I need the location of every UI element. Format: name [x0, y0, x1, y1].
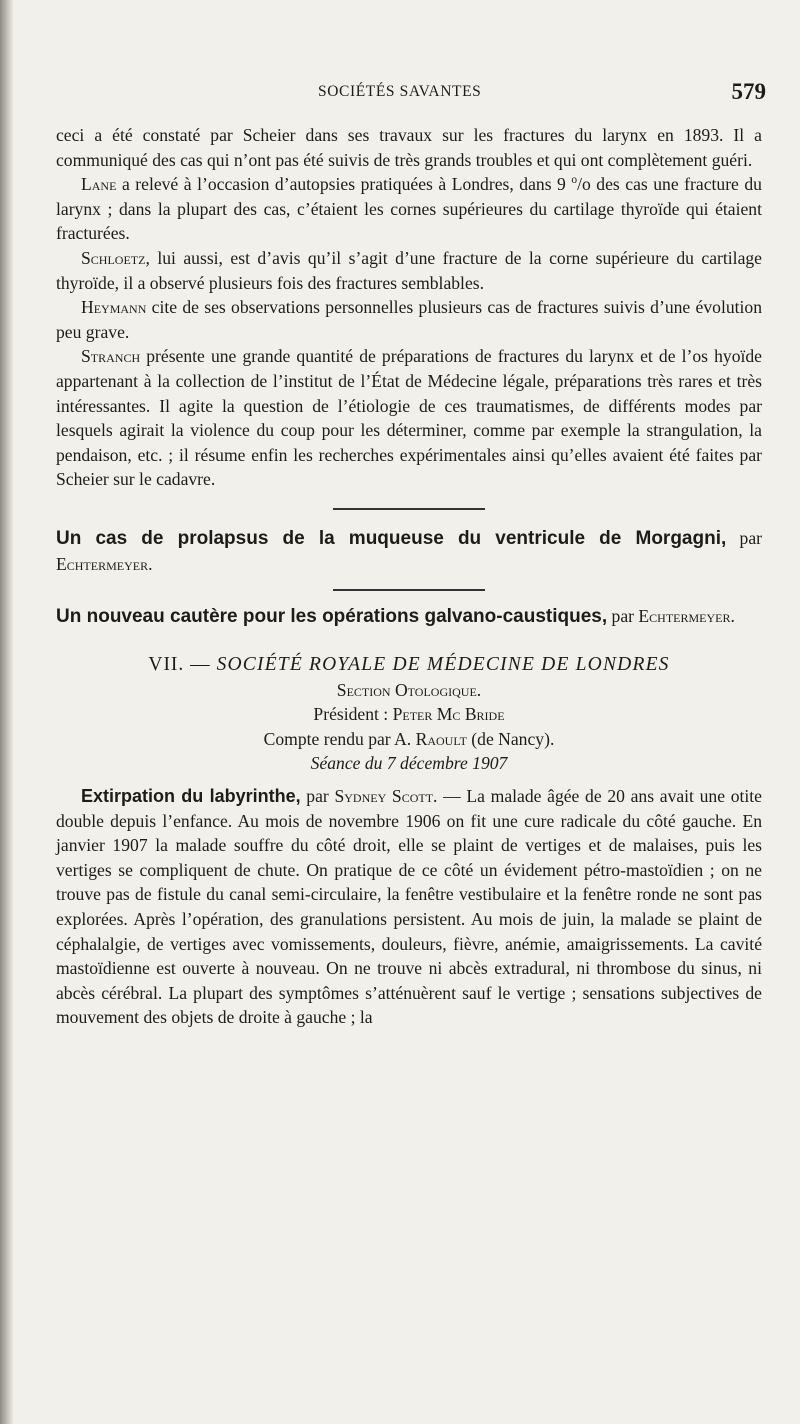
- communication-author: Echtermeyer.: [56, 553, 153, 574]
- communication-cautere: [56, 604, 762, 630]
- report-label: Compte rendu par A.: [263, 728, 416, 749]
- section-heading: [56, 652, 762, 678]
- paragraph-text: /o des cas une fracture du larynx ; dans la plupart des cas, c’étaient les cornes supérieures du cartilage thyroïde qui étaient fracturées.: [56, 174, 762, 244]
- author-name: Stranch: [81, 346, 141, 367]
- session-date: Séance du 7 décembre 1907: [310, 753, 508, 774]
- author-name: Lane: [81, 174, 117, 195]
- article-by: par: [300, 786, 335, 807]
- communication-prolapsus: [56, 526, 762, 576]
- article-title: Extirpation du labyrinthe,: [81, 786, 301, 807]
- paragraph-lane: [56, 172, 762, 246]
- communication-title: Un cas de prolapsus de la muqueuse du ventricule de Morgagni,: [56, 527, 727, 549]
- paragraph-text: ceci a été constaté par Scheier dans ses travaux sur les fractures du larynx en 1893. Il a communiqué des cas qui n’ont pas été suivis de très grands troubles et qui ont complètement guéri.: [56, 125, 762, 170]
- reporter-name: Raoult: [415, 728, 467, 749]
- article-author: Sydney Scott.: [334, 786, 438, 807]
- percent-sup: o: [571, 174, 578, 187]
- paragraph-heymann: [56, 295, 762, 344]
- page-header: [56, 79, 766, 119]
- running-head: SOCIÉTÉS SAVANTES: [318, 83, 482, 100]
- page-scan-edge: [0, 0, 14, 1424]
- paragraph-text: cite de ses observations personnelles plusieurs cas de fractures suivis d’une évolution peu grave.: [56, 297, 762, 342]
- author-name: Schloetz: [81, 247, 146, 268]
- paragraph-text: , lui aussi, est d’avis qu’il s’agit d’une fracture de la corne supérieure du cartilage thyroïde, il a observé plusieurs fois des fractures semblables.: [56, 247, 762, 293]
- president-name: Peter Mc Bride: [392, 704, 505, 725]
- paragraph-text: présente une grande quantité de préparations de fractures du larynx et de l’os hyoïde appartenant à la collection de l’institut de l’État de Médecine légale, préparations très rares et très intéressantes. Il agite la question de l’étiologie de ces traumatismes, de différents modes par lesquels agirait la violence du coup pour les déterminer, comme par exemple la strangulation, la pendaison, etc. ; il résume enfin les recherches expérimentales ainsi qu’elles avaient été faites par Scheier sur le cadavre.: [56, 346, 762, 490]
- communication-by: par: [726, 527, 762, 548]
- document-page: [56, 0, 766, 1030]
- president-label: Président :: [313, 704, 393, 725]
- article-extirpation: [56, 784, 762, 1030]
- report-line: [56, 727, 762, 752]
- section-number: VII. —: [148, 653, 217, 675]
- communication-title: Un nouveau cautère pour les opérations galvano-caustiques,: [56, 606, 608, 628]
- communication-author: Echtermeyer.: [638, 606, 735, 627]
- section-title: SOCIÉTÉ ROYALE DE MÉDECINE DE LONDRES: [216, 653, 670, 675]
- separator-rule: [333, 508, 485, 510]
- paragraph-schloetz: [56, 246, 762, 295]
- paragraph-text: a relevé à l’occasion d’autopsies pratiquées à Londres, dans 9: [116, 174, 572, 195]
- reporter-place: (de Nancy).: [466, 728, 555, 749]
- paragraph-scheier: [56, 123, 762, 172]
- communication-by: par: [607, 606, 639, 627]
- paragraph-stranch: [56, 344, 762, 492]
- subsection-title: Section Otologique.: [336, 679, 482, 700]
- page-number: 579: [731, 79, 766, 104]
- separator-rule: [333, 589, 485, 591]
- article-text: — La malade âgée de 20 ans avait une otite double depuis l’enfance. Au mois de novembre 1906 on fit une cure radicale du côté gauche. En janvier 1907 la malade souffre du côté droit, elle se plaint de vertiges et de malaises, puis les vertiges se compliquent de chute. On pratique de ce côté un évidement pétro-mastoïdien ; on ne trouve pas de fistule du canal semi-circulaire, la fenêtre vestibulaire et la fenêtre ronde ne sont pas explorées. Après l’opération, des granulations persistent. Au mois de juin, la malade se plaint de céphalalgie, de vertiges avec vomissements, douleurs, fièvre, anémie, amaigrissements. La cavité mastoïdienne est ouverte à nouveau. On ne trouve ni abcès extradural, ni thrombose du sinus, ni abcès cérébral. La plupart des symptômes s’atténuèrent sauf le vertige ; sensations subjectives de mouvement des objets de droite à gauche ; la: [56, 786, 762, 1028]
- president-line: [56, 702, 762, 727]
- author-name: Heymann: [81, 297, 147, 318]
- page-body: [56, 123, 762, 1030]
